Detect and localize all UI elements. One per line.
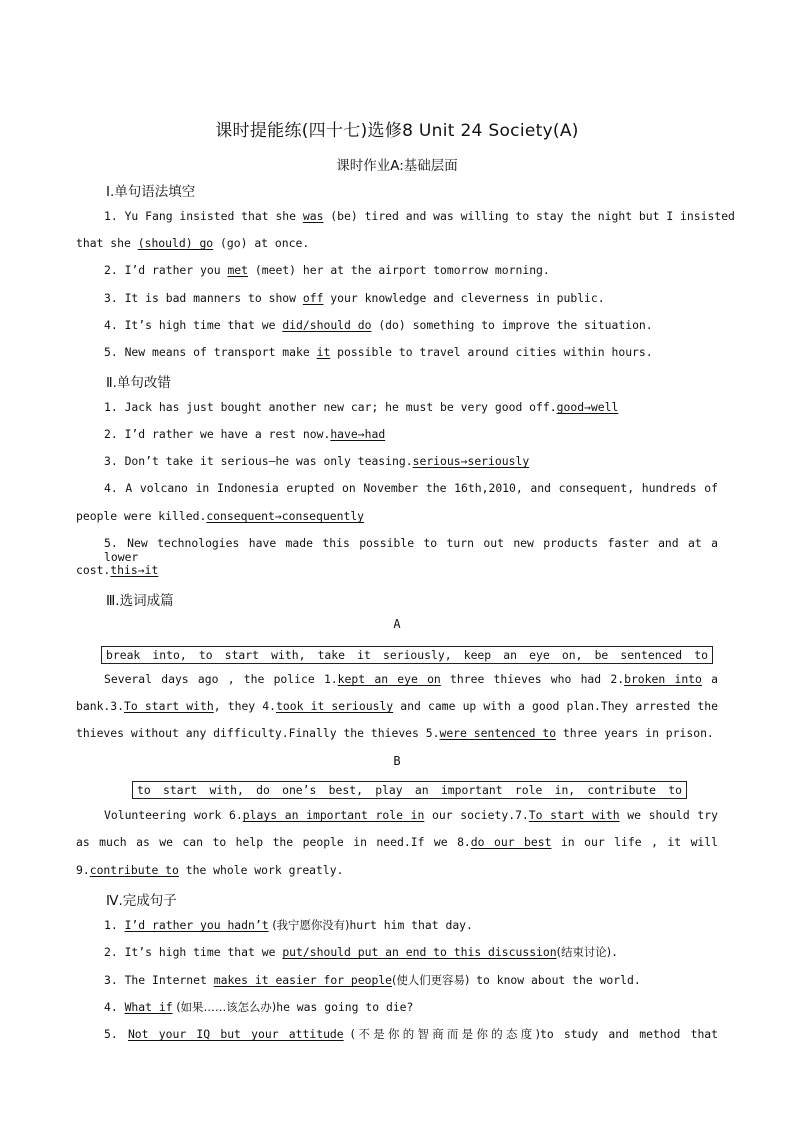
text: 1. Yu Fang insisted that she	[104, 209, 303, 223]
s1-q4-line	[76, 318, 718, 332]
s1-q1-cont-line	[76, 236, 718, 250]
hint: (不是你的智商而是你的态度)	[343, 1027, 540, 1041]
text: 5. New means of transport make	[104, 345, 317, 359]
hint: (如果……该怎么办)	[172, 1000, 277, 1014]
answer: To start with	[528, 808, 620, 822]
text: 4.	[104, 1000, 125, 1014]
s3b-line-2	[76, 835, 718, 849]
s1-q1-line	[76, 209, 735, 223]
section-3-heading: Ⅲ.选词成篇	[106, 593, 174, 609]
answer: To start with	[124, 699, 214, 713]
text: (go) at once.	[213, 236, 310, 250]
text: bank.3.	[76, 699, 125, 713]
answer: kept an eye on	[337, 672, 441, 686]
s2-q1-line	[76, 400, 718, 414]
s1-q2-line	[76, 263, 718, 277]
s4-q4-line	[76, 999, 718, 1015]
s3a-line-1	[76, 672, 718, 686]
s3a-line-2	[76, 699, 718, 713]
text: three thieves who had 2.	[440, 672, 625, 686]
part-b-label: B	[393, 754, 401, 768]
s4-q1-line	[76, 917, 718, 933]
text: 1. Jack has just bought another new car; he must be very good off.	[104, 400, 557, 414]
text: possible to travel around cities within hours.	[330, 345, 653, 359]
text: 2. It’s high time that we	[104, 945, 283, 959]
s3b-line-1	[76, 808, 718, 822]
text: people were killed.	[76, 509, 207, 523]
text: and came up with a good plan.They arrested the	[393, 699, 718, 713]
text: hurt him that day.	[349, 918, 473, 932]
s4-q3-line	[76, 972, 718, 988]
answer: this→it	[110, 563, 159, 577]
s2-q5-cont-line	[76, 563, 718, 577]
text: 3. It is bad manners to show	[104, 291, 303, 305]
text: to know about the world.	[469, 973, 641, 987]
text: as much as we can to help the people in need.If we 8.	[76, 835, 471, 849]
text: .	[611, 945, 618, 959]
s4-q5-line	[76, 1026, 718, 1042]
s1-q5-line	[76, 345, 718, 359]
text: to study and method that	[539, 1027, 719, 1041]
s4-q2-line	[76, 944, 718, 960]
text: we should try	[619, 808, 718, 822]
text: 3. The Internet	[104, 973, 214, 987]
answer: it	[316, 345, 331, 359]
answer: Not your IQ but your attitude	[127, 1027, 344, 1041]
text: 5.	[104, 1027, 128, 1041]
answer: consequent→consequently	[206, 509, 365, 523]
text: Volunteering work 6.	[104, 808, 243, 822]
section-2-heading: Ⅱ.单句改错	[106, 375, 171, 391]
text: Several days ago , the police 1.	[104, 672, 338, 686]
answer: have→had	[330, 427, 386, 441]
text: 1.	[104, 918, 125, 932]
hint: (结束讨论)	[556, 945, 612, 959]
page-subtitle: 课时作业A:基础层面	[336, 158, 458, 174]
text: (do) something to improve the situation.	[371, 318, 653, 332]
part-a-label: A	[393, 617, 401, 631]
s2-q4-line	[76, 481, 718, 495]
text: , they 4.	[213, 699, 277, 713]
text: three years in prison.	[556, 726, 714, 740]
s2-q2-line	[76, 427, 718, 441]
answer: took it seriously	[276, 699, 394, 713]
s2-q3-line	[76, 454, 718, 468]
text: thieves without any difficulty.Finally the thieves 5.	[76, 726, 440, 740]
answer: plays an important role in	[242, 808, 425, 822]
s2-q5-line	[76, 536, 718, 564]
word-bank-b: to start with, do one’s best, play an important role in, contribute to	[132, 781, 687, 799]
word-bank-a: break into, to start with, take it seriously, keep an eye on, be sentenced to	[101, 646, 713, 664]
text: 4. A volcano in Indonesia erupted on November the 16th,2010, and consequent, hundreds of	[104, 481, 718, 495]
text: 2. I’d rather we have a rest now.	[104, 427, 331, 441]
text: 9.	[76, 863, 90, 877]
text: cost.	[76, 563, 111, 577]
answer: broken into	[624, 672, 702, 686]
text: that she	[76, 236, 138, 250]
s1-q3-line	[76, 291, 718, 305]
text: (meet) her at the airport tomorrow morning.	[248, 263, 550, 277]
answer: I’d rather you hadn’t	[124, 918, 269, 932]
text: 2. I’d rather you	[104, 263, 228, 277]
answer: do our best	[470, 835, 552, 849]
s3b-line-3	[76, 863, 718, 877]
s3a-line-3	[76, 726, 718, 740]
text: in our life , it will	[551, 835, 719, 849]
answer: What if	[124, 1000, 173, 1014]
text: the whole work greatly.	[178, 863, 344, 877]
answer: off	[302, 291, 324, 305]
answer: makes it easier for people	[213, 973, 393, 987]
answer: (should) go	[137, 236, 214, 250]
answer: serious→seriously	[412, 454, 530, 468]
answer: was	[302, 209, 324, 223]
text: (be) tired and was willing to stay the night but I insisted	[323, 209, 735, 223]
text: 4. It’s high time that we	[104, 318, 283, 332]
text: our society.7.	[424, 808, 529, 822]
section-1-heading: Ⅰ.单句语法填空	[106, 184, 196, 200]
hint: (我宁愿你没有)	[268, 918, 350, 932]
text: he was going to die?	[276, 1000, 414, 1014]
answer: were sentenced to	[439, 726, 557, 740]
text: 3. Don’t take it serious—he was only teasing.	[104, 454, 413, 468]
text: your knowledge and cleverness in public.	[323, 291, 605, 305]
section-4-heading: Ⅳ.完成句子	[106, 893, 177, 909]
page-title: 课时提能练(四十七)选修8 Unit 24 Society(A)	[215, 121, 579, 141]
answer: good→well	[556, 400, 619, 414]
answer: put/should put an end to this discussion	[282, 945, 557, 959]
text: a	[701, 672, 718, 686]
text: 5. New technologies have made this possible to turn out new products faster and at a lower	[104, 536, 718, 564]
answer: met	[227, 263, 249, 277]
answer: contribute to	[89, 863, 179, 877]
answer: did/should do	[282, 318, 372, 332]
hint: (使人们更容易)	[392, 973, 470, 987]
s2-q4-cont-line	[76, 509, 718, 523]
